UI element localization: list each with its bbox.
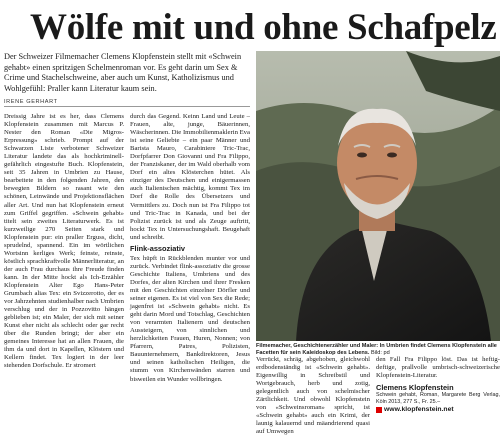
body-text: durch das Gegend. Keinn Land und Leute – Frauen, alte, junge, Bäuerinnen, Wäscherinnen. Die Immobilienmaklerin Eva ist seine Geliebte – ein paar Männer und Barista Mauro, Carabiniere Tric-Trac, Dorfpfarrer Don Giovanni und Fra Filippo, der Franziskaner, der im Wald oberhalb vom Dorf ein altes Klösterchen hütet. Als einziger des Deutschen und einigermassen auch Italienischen mächtig, kommt Tex im Dorf die Rolle des Übersetzers und Vermittlers zu. Doch nun ist Fra Filippo tot und Tric-Trac in Kanada, und bei der Polizist zurück ist und als Zeuge auftritt, hockt Tex in Untersuchungshaft. Beugehaft und schreibt.	[130, 113, 250, 241]
author-byline: IRENE GERHART	[4, 99, 58, 105]
body-text: den Fall Fra Filippo löst. Das ist heftig-deftige, prallvolle umbrisch-schweizerische Klopfenstein-Literatur.	[376, 356, 500, 380]
info-box-details: Schwein gehabt, Roman, Margarete Berg Verlag, Köln 2013, 277 S., Fr. 25.–	[376, 392, 500, 405]
caption-text: Filmemacher, Geschichtenerzähler und Maler: In Umbrien findet Clemens Klopfenstein alle Facetten für sein Kaleidoskop des Lebens.	[256, 343, 497, 356]
lead-paragraph: Der Schweizer Filmemacher Clemens Klopfenstein stellt mit «Schwein gehabt» einen spritzigen Schelmenroman vor. Es geht darin um Sex & Crime und Stachelschweine, aber auch um Kunst, Katholizismus und Wohlgefühl: Praller kann Literatur kaum sein.	[4, 52, 242, 93]
link-marker-icon	[376, 407, 382, 413]
website-link[interactable]	[376, 406, 500, 414]
portrait-image	[256, 51, 500, 341]
article-column-4	[376, 356, 500, 414]
body-text: Verrückt, schräg, abgehoben, gleichwohl erdbodenständig ist «Schwein gehabt». Eigenwillig in Schreibstil und Wortgebrauch, herb und zotig, gelegentlich auch von schelmischer Zärtlichkeit. Und obwohl Klopfenstein von «Schweinsroman» spricht, ist «Schwein gehabt» auch ein Krimi, der launig kalauernd und mäandrierend quasi auf Umwegen	[256, 356, 370, 436]
subheading: Flink-assoziativ	[130, 243, 186, 253]
photo-caption	[256, 343, 500, 357]
article-column-3	[256, 356, 370, 436]
article-column-1	[4, 113, 124, 371]
body-text: Tex hüpft in Rückblenden munter vor und zurück. Verbindet flink-assoziativ die grosse Geschichte Italiens, Umbriens und des Dorfes, der alten Kirchen und ihrer Fresken mit den Geschichten einzelner Dörfler und seiner eigenen. Es ist viel von Sex die Rede; jagenfrei ist «Schwein gehabt» nicht. Es geht darin Mord und Totschlag, Geschichten von verarmten Italienern und deutschen Aussteigern, von sinnlichen und herzlichkeiten Frauen, Huren, Nonnen; von Pfarrern, Patres, Polizisten, Bauunternehmern, Bankdirektoren, Jesus und seinen katholischen Heiligen, die stumm von Kirchenwänden starren und bisweilen ein Wunder vollbringen.	[130, 254, 250, 383]
article-column-2	[130, 113, 250, 384]
portrait-photo	[256, 51, 500, 341]
info-box-title: Clemens Klopfenstein	[376, 383, 454, 393]
body-text: Dreissig Jahre ist es her, dass Clemens Klopfenstein zusammen mit Marcus P. Nester den Roman «Die Migros-Erpressung» schrieb. Prompt auf der Schwarzen Liste verbotener Schweizer Literatur landete das als hochkriminell-gefährlich eingestufte Buch. Klopfenstein, seit 35 Jahren in Umbrien zu Hause, bearbeitete in den folgenden Jahren, den bewegten Bildern so rasant wie den schönen, Leinwände und Projektionsflächen aller Art. Und nun hat Klopfenstein erneut zum Griffel gegriffen. «Schwein gehabt» titelt sein zweites Literaturwerk. Es ist kurzweilige 270 Seiten stark und Klopfenstein pur: ein praller Erguss, dicht, sprudelnd, spannend. Ein im wörtlichen Wortsinn kerliges Werk; feinste, reinste, köstlich sprachkraftvolle Männerliteratur, an der auch Frau durchaus ihre Freude finden kann. In der Mitte hockt als Ich-Erzähler Klopfenstein Alter Ego Hans-Peter Grumbach alias Tex: ein Svizzerotto, der es vor Jahrzehnten studienhalber nach Umbrien verschlug und der in Pozzovitto hängen geblieben ist; ein Maler, der sich mit seiner Kunst eher nicht als schlecht oder gar recht über die Runden bringt; der aber ein gemeines Interesse hat an allen Frauen, die ihm da und dort in Kapellen, Klöstern und Kellern findet. Tex logiert in der leer stehenden Dorfschule. Er stromert	[4, 113, 124, 370]
headline: Wölfe mit und ohne Schafpelz	[30, 7, 497, 48]
website-url: www.klopfenstein.net	[384, 406, 454, 414]
byline-divider	[4, 106, 250, 107]
photo-credit: Bild: pd	[371, 350, 390, 356]
